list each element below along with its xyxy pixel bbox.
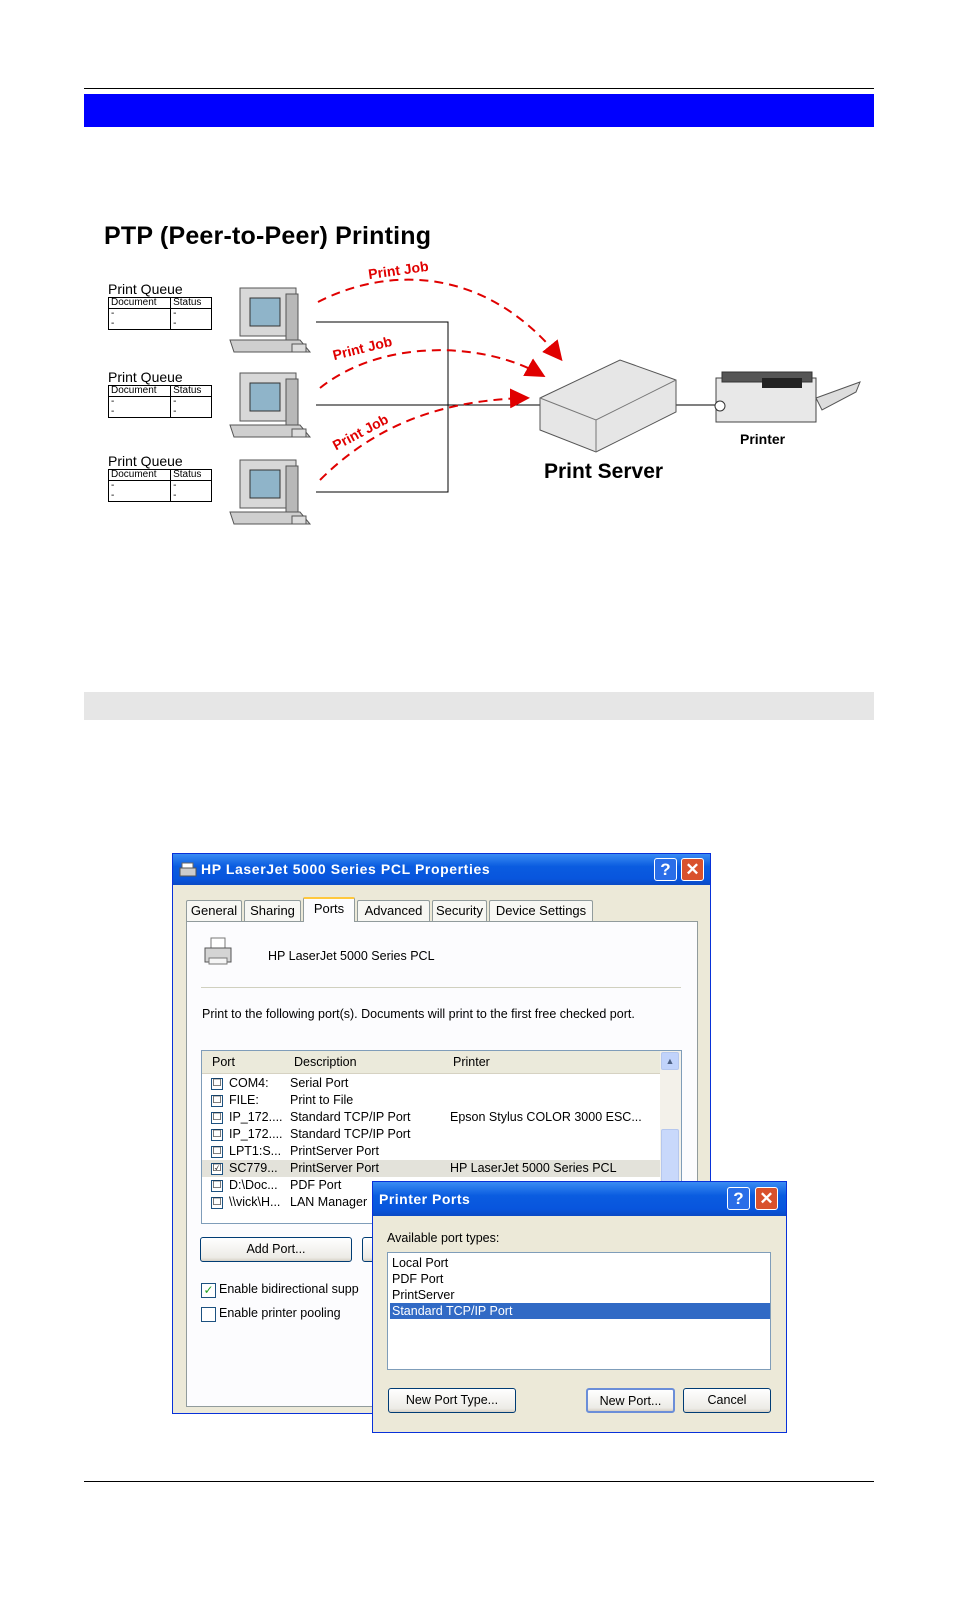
port-description: Print to File <box>290 1093 354 1107</box>
add-port-button[interactable]: Add Port... <box>200 1237 352 1262</box>
port-name: LPT1:S... <box>229 1144 282 1158</box>
queue-cell: - <box>109 309 171 320</box>
printer-icon <box>203 936 233 968</box>
port-name: COM4: <box>229 1076 269 1090</box>
port-type-item[interactable]: PDF Port <box>392 1272 444 1286</box>
printer-icon <box>179 862 197 878</box>
print-queue-table <box>108 385 212 418</box>
scroll-thumb[interactable] <box>661 1129 679 1189</box>
queue-cell: - <box>171 407 212 418</box>
port-row[interactable] <box>202 1092 660 1109</box>
port-description: Standard TCP/IP Port <box>290 1110 411 1124</box>
print-queue-3 <box>108 453 212 502</box>
port-description: PrintServer Port <box>290 1144 379 1158</box>
port-printer: HP LaserJet 5000 Series PCL <box>450 1161 617 1175</box>
print-queue-table <box>108 297 212 330</box>
print-queue-title: Print Queue <box>108 281 183 297</box>
queue-cell: - <box>171 491 212 502</box>
port-description: LAN Manager <box>290 1195 368 1209</box>
help-button[interactable]: ? <box>727 1187 750 1210</box>
port-description: PrintServer Port <box>290 1161 379 1175</box>
port-description: PDF Port <box>290 1178 342 1192</box>
close-button[interactable]: ✕ <box>681 858 704 881</box>
print-queue-title: Print Queue <box>108 369 183 385</box>
port-name: FILE: <box>229 1093 259 1107</box>
queue-cell: - <box>171 397 212 408</box>
computer-icon-3 <box>230 460 310 524</box>
diagram-title: PTP (Peer-to-Peer) Printing <box>104 222 432 250</box>
port-checkbox[interactable]: ☐ <box>212 1095 222 1106</box>
print-job-label-1: Print Job <box>367 257 430 283</box>
port-row-selected[interactable] <box>202 1160 660 1177</box>
print-queue-2 <box>108 369 212 418</box>
printer-name: HP LaserJet 5000 Series PCL <box>268 949 435 963</box>
tab-advanced[interactable]: Advanced <box>357 900 430 921</box>
queue-cell: - <box>109 407 171 418</box>
port-name: SC779... <box>229 1161 278 1175</box>
queue-cell: - <box>109 491 171 502</box>
port-row[interactable] <box>202 1109 660 1126</box>
port-type-item-selected[interactable]: Standard TCP/IP Port <box>390 1303 770 1319</box>
print-queue-1 <box>108 281 212 330</box>
port-type-item[interactable]: Local Port <box>392 1256 449 1270</box>
print-queue-table <box>108 469 212 502</box>
queue-cell: - <box>109 397 171 408</box>
bidirectional-label: Enable bidirectional supp <box>219 1282 359 1296</box>
close-button[interactable]: ✕ <box>755 1187 778 1210</box>
printer-label: Printer <box>740 431 786 447</box>
help-button[interactable]: ? <box>654 858 677 881</box>
computer-icon-1 <box>230 288 310 352</box>
footer-rule <box>84 1481 874 1482</box>
port-checkbox[interactable]: ☐ <box>212 1180 222 1191</box>
port-type-item[interactable]: PrintServer <box>392 1288 455 1302</box>
port-checkbox[interactable]: ☐ <box>212 1129 222 1140</box>
pooling-checkbox[interactable] <box>201 1307 216 1322</box>
port-description: Standard TCP/IP Port <box>290 1127 411 1141</box>
print-server-label: Print Server <box>544 460 664 483</box>
col-header-description[interactable]: Description <box>294 1055 357 1069</box>
queue-cell: - <box>109 319 171 330</box>
col-document: Document <box>109 386 171 397</box>
bidirectional-checkbox[interactable]: ✓ <box>201 1283 216 1298</box>
queue-cell: - <box>171 481 212 492</box>
port-types-list[interactable] <box>387 1252 771 1370</box>
tab-ports[interactable]: Ports <box>303 897 355 922</box>
port-checkbox[interactable]: ☐ <box>212 1078 222 1089</box>
tab-security[interactable]: Security <box>432 900 487 921</box>
port-description: Serial Port <box>290 1076 349 1090</box>
tab-device-settings[interactable]: Device Settings <box>489 900 593 921</box>
queue-cell: - <box>171 319 212 330</box>
print-job-label-3: Print Job <box>329 410 391 454</box>
separator <box>201 987 681 988</box>
port-row[interactable] <box>202 1143 660 1160</box>
queue-cell: - <box>109 481 171 492</box>
new-port-button[interactable]: New Port... <box>586 1388 675 1413</box>
printer-ports-dialog <box>372 1181 787 1433</box>
col-header-printer[interactable]: Printer <box>453 1055 490 1069</box>
col-header-port[interactable]: Port <box>212 1055 235 1069</box>
port-name: IP_172.... <box>229 1127 283 1141</box>
printer-icon <box>715 372 860 422</box>
dialog-title-bar[interactable] <box>373 1182 786 1216</box>
computer-icon-2 <box>230 373 310 437</box>
print-server-icon <box>540 360 676 452</box>
subsection-bar <box>84 692 874 720</box>
col-document: Document <box>109 470 171 481</box>
port-row[interactable] <box>202 1075 660 1092</box>
dialog-title: Printer Ports <box>379 1191 471 1207</box>
port-name: D:\Doc... <box>229 1178 278 1192</box>
print-job-label-2: Print Job <box>330 332 394 364</box>
port-checkbox[interactable]: ☐ <box>212 1146 222 1157</box>
tab-sharing[interactable]: Sharing <box>244 900 301 921</box>
ports-list-header <box>202 1051 660 1074</box>
col-status: Status <box>171 470 212 481</box>
cancel-button[interactable]: Cancel <box>683 1388 771 1413</box>
queue-cell: - <box>171 309 212 320</box>
port-checkbox[interactable]: ☐ <box>212 1197 222 1208</box>
col-status: Status <box>171 298 212 309</box>
col-document: Document <box>109 298 171 309</box>
port-name: IP_172.... <box>229 1110 283 1124</box>
col-status: Status <box>171 386 212 397</box>
port-checkbox[interactable]: ☐ <box>212 1112 222 1123</box>
port-row[interactable] <box>202 1126 660 1143</box>
port-name: \\vick\H... <box>229 1195 281 1209</box>
port-checkbox[interactable]: ☑ <box>212 1163 222 1174</box>
available-port-types-label: Available port types: <box>387 1231 500 1245</box>
print-queue-title: Print Queue <box>108 453 183 469</box>
dialog-title-bar[interactable] <box>173 854 710 885</box>
dialog-title: HP LaserJet 5000 Series PCL Properties <box>201 861 491 877</box>
pooling-label: Enable printer pooling <box>219 1306 341 1320</box>
port-printer: Epson Stylus COLOR 3000 ESC... <box>450 1110 642 1124</box>
ports-instruction: Print to the following port(s). Documents will print to the first free checked port. <box>202 1007 635 1021</box>
scroll-up-icon[interactable]: ▲ <box>661 1052 679 1070</box>
new-port-type-button[interactable]: New Port Type... <box>388 1388 516 1413</box>
tab-general[interactable]: General <box>186 900 242 921</box>
